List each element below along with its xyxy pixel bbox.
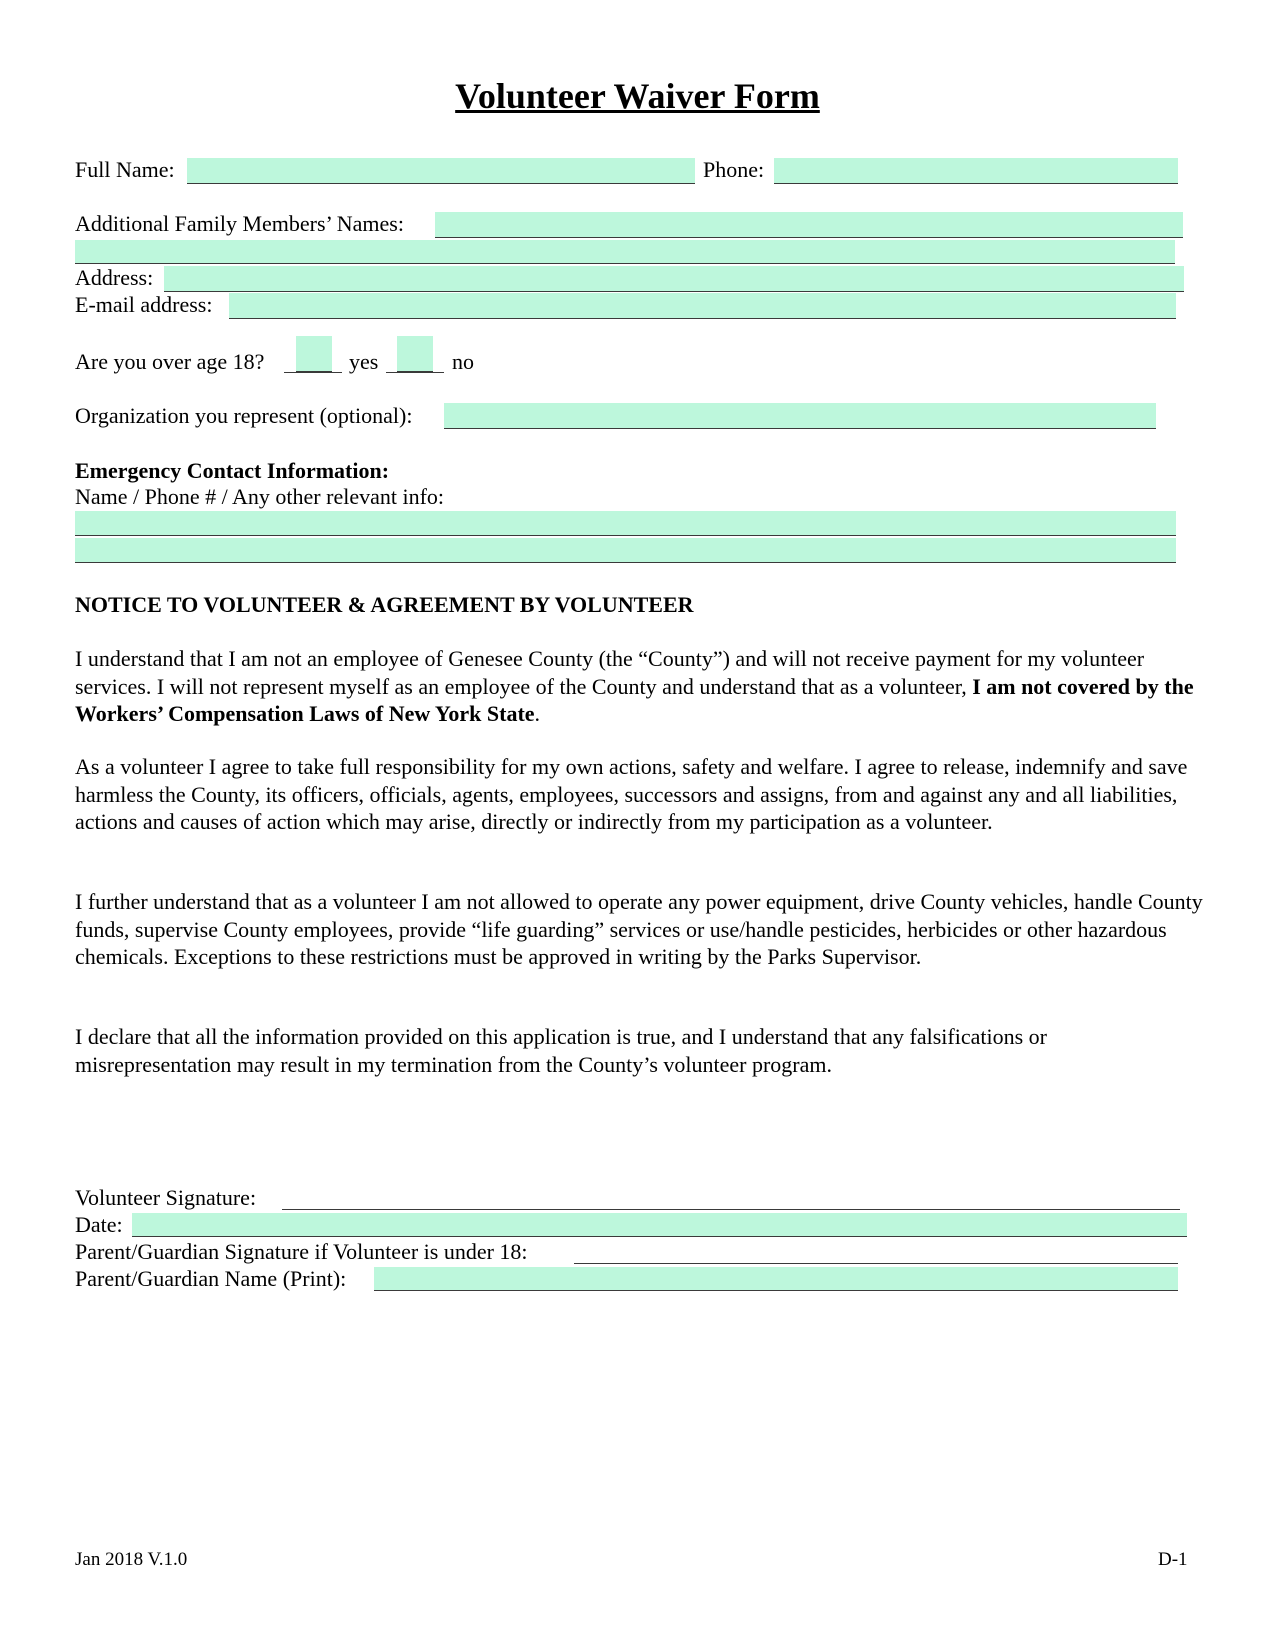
family-members-input-1[interactable] [435, 212, 1183, 238]
parent-name-label: Parent/Guardian Name (Print): [75, 1266, 347, 1291]
emergency-contact-input-2[interactable] [75, 538, 1176, 563]
age-no-box[interactable] [397, 336, 433, 372]
emergency-heading: Emergency Contact Information: [75, 458, 390, 483]
yes-label: yes [349, 349, 379, 374]
age-question-label: Are you over age 18? [75, 349, 265, 374]
family-members-input-2[interactable] [75, 240, 1175, 264]
notice-paragraph-3: I further understand that as a volunteer I am not allowed to operate any power equipment, drive County vehicles, handle County funds, supervise County employees, provide “life guarding” services or use/handle pesticides, herbicides or other hazardous chemicals. Exceptions to these restrictions must be approved in writing by the Parks Supervisor. [75, 889, 1203, 969]
notice-paragraph-2: As a volunteer I agree to take full responsibility for my own actions, safety and welfare. I agree to release, indemnify and save harmless the County, its officers, officials, agents, employees, successors and assigns, from and against any and all liabilities, actions and causes of action which may arise, directly or indirectly from my participation as a volunteer. [75, 754, 1188, 834]
no-blank-line [386, 372, 444, 373]
parent-name-input[interactable] [374, 1267, 1178, 1291]
full-name-input[interactable] [187, 158, 695, 184]
address-label: Address: [75, 265, 154, 290]
notice-paragraph-1-end: . [534, 701, 541, 726]
emergency-subheading: Name / Phone # / Any other relevant info: [75, 484, 445, 509]
full-name-label: Full Name: [75, 157, 175, 182]
phone-input[interactable] [774, 158, 1178, 184]
no-label: no [452, 349, 474, 374]
organization-label: Organization you represent (optional): [75, 403, 413, 428]
parent-signature-label: Parent/Guardian Signature if Volunteer is under 18: [75, 1239, 528, 1264]
notice-paragraph-1 [75, 645, 1205, 728]
notice-paragraph-1-text: I understand that I am not an employee of Genesee County (the “County”) and will not receive payment for my volunteer services. I will not represent myself as an employee of the County and understand that as a volunteer, [75, 646, 1145, 699]
footer-page-number: D-1 [1158, 1549, 1188, 1570]
emergency-contact-input-1[interactable] [75, 511, 1176, 536]
email-input[interactable] [229, 293, 1176, 319]
footer-version: Jan 2018 V.1.0 [75, 1549, 188, 1570]
phone-label: Phone: [703, 157, 765, 182]
organization-input[interactable] [444, 403, 1156, 429]
notice-paragraph-4: I declare that all the information provided on this application is true, and I understand that any falsifications or misrepresentation may result in my termination from the County’s volunteer program. [75, 1024, 1047, 1077]
date-label: Date: [75, 1212, 123, 1237]
form-title: Volunteer Waiver Form [455, 76, 820, 116]
notice-heading: NOTICE TO VOLUNTEER & AGREEMENT BY VOLUNTEER [75, 592, 694, 617]
family-members-label: Additional Family Members’ Names: [75, 211, 404, 236]
yes-blank-line [284, 372, 342, 373]
volunteer-signature-label: Volunteer Signature: [75, 1185, 257, 1210]
age-yes-box[interactable] [296, 336, 332, 372]
parent-signature-line[interactable] [574, 1263, 1178, 1264]
email-label: E-mail address: [75, 292, 213, 317]
volunteer-signature-line[interactable] [282, 1209, 1180, 1210]
notice-paragraph-1-bold: I am not covered by the Workers’ Compensation Laws of New York State [75, 673, 1194, 726]
address-input[interactable] [164, 266, 1184, 292]
date-input[interactable] [132, 1213, 1187, 1237]
